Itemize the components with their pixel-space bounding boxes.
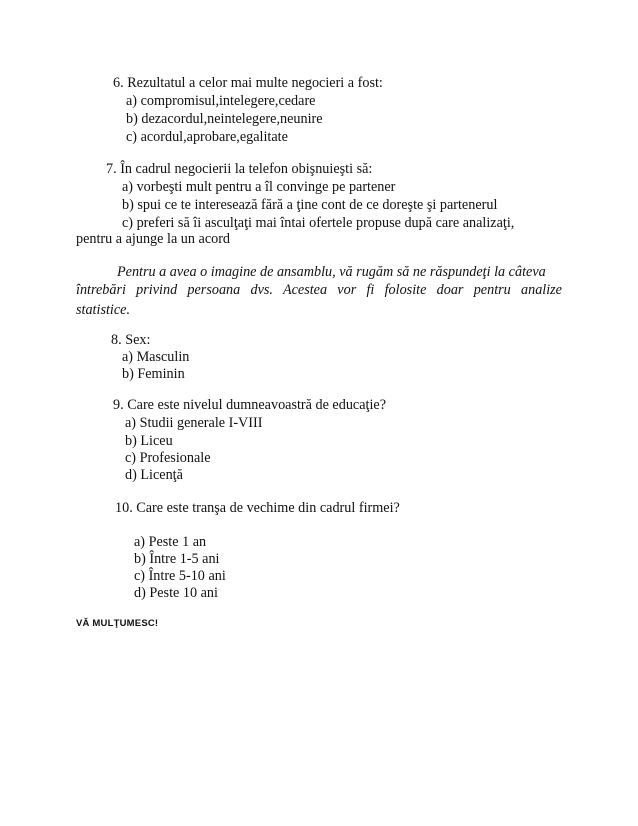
closing-thanks: VĂ MULŢUMESC! [76, 618, 159, 629]
intro-line-3: statistice. [76, 302, 130, 318]
question-7-prompt: 7. În cadrul negocierii la telefon obişnuieşti să: [106, 161, 373, 177]
intro-line-1: Pentru a avea o imagine de ansamblu, vă rugăm să ne răspundeţi la câteva [117, 264, 546, 280]
question-10-option-c: c) Între 5-10 ani [134, 568, 226, 584]
question-6-prompt: 6. Rezultatul a celor mai multe negocieri a fost: [113, 75, 383, 91]
question-6-option-c: c) acordul,aprobare,egalitate [126, 129, 288, 145]
question-7-option-b: b) spui ce te interesează fără a ţine cont de ce doreşte şi partenerul [122, 197, 498, 213]
question-8-prompt: 8. Sex: [111, 332, 151, 348]
question-9-option-b: b) Liceu [125, 433, 173, 449]
question-10-prompt: 10. Care este tranşa de vechime din cadrul firmei? [115, 500, 400, 516]
question-9-option-a: a) Studii generale I-VIII [125, 415, 263, 431]
question-8-option-b: b) Feminin [122, 366, 185, 382]
question-9-prompt: 9. Care este nivelul dumneavoastră de educaţie? [113, 397, 386, 413]
question-6-option-a: a) compromisul,intelegere,cedare [126, 93, 316, 109]
question-8-option-a: a) Masculin [122, 349, 190, 365]
question-9-option-c: c) Profesionale [125, 450, 211, 466]
question-9-option-d: d) Licenţă [125, 467, 183, 483]
question-6-option-b: b) dezacordul,neintelegere,neunire [126, 111, 323, 127]
question-7-option-a: a) vorbeşti mult pentru a îl convinge pe partener [122, 179, 396, 195]
question-7-option-c: c) preferi să îi asculţaţi mai întai ofertele propuse după care analizaţi, [122, 215, 515, 231]
question-10-option-b: b) Între 1-5 ani [134, 551, 220, 567]
question-10-option-d: d) Peste 10 ani [134, 585, 218, 601]
intro-line-2: întrebări privind persoana dvs. Acestea vor fi folosite doar pentru analize [76, 282, 562, 298]
question-7-option-c-continuation: pentru a ajunge la un acord [76, 231, 231, 247]
question-10-option-a: a) Peste 1 an [134, 534, 207, 550]
